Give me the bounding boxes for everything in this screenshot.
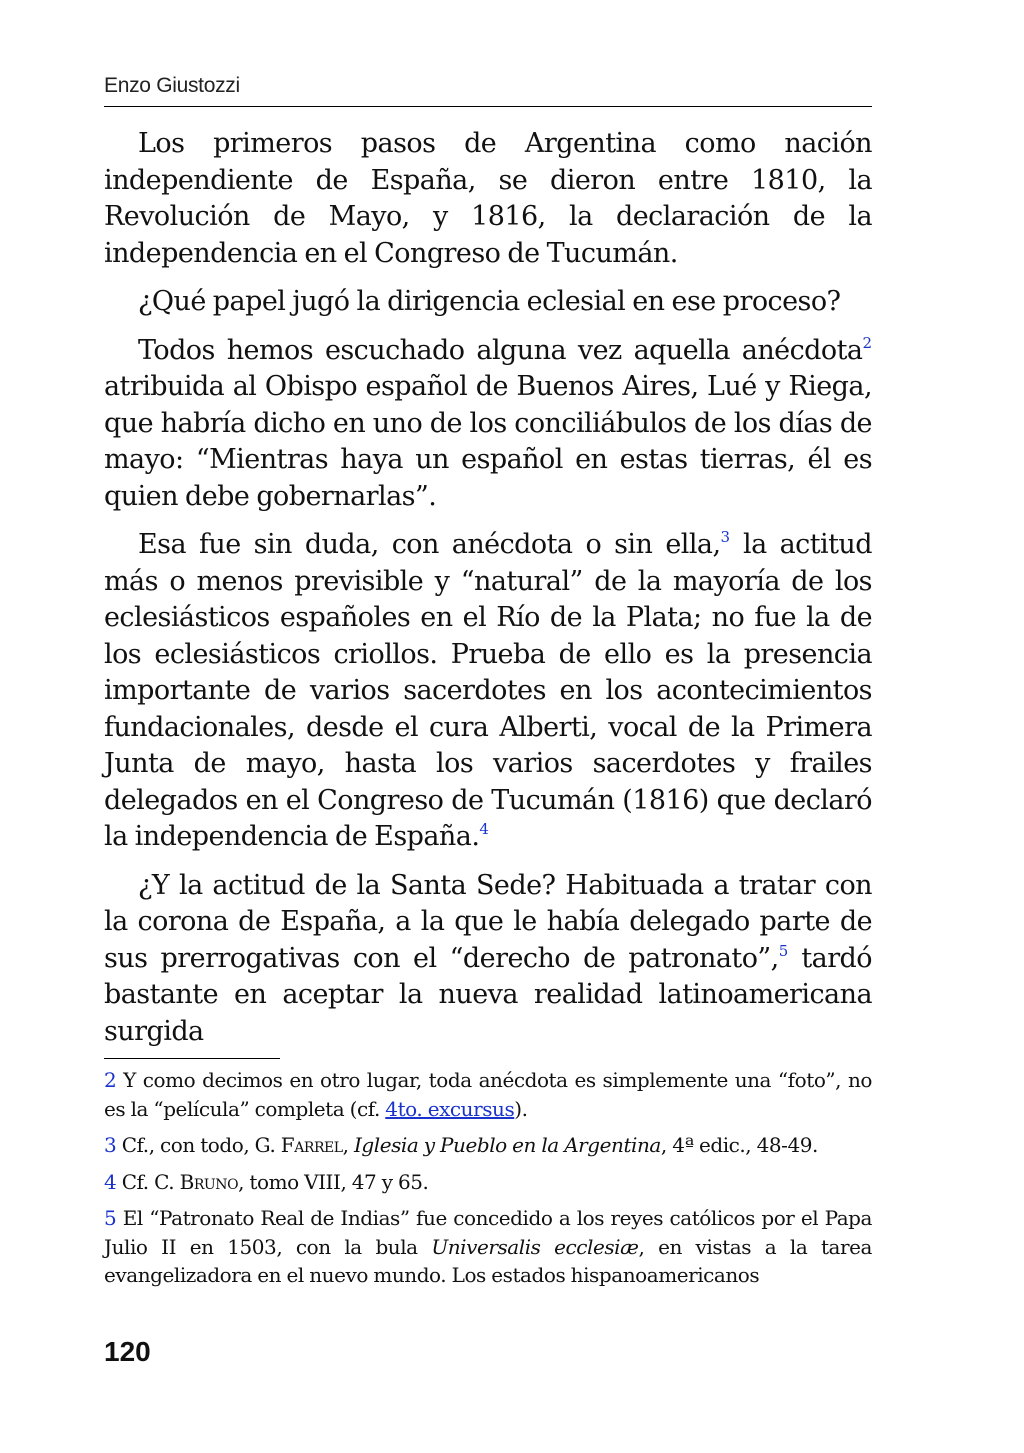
excursus-link[interactable]: 4to. excursus	[385, 1096, 515, 1121]
footnote-4	[104, 1168, 872, 1197]
footnote-2-text-b: ).	[514, 1096, 528, 1121]
paragraph-5	[104, 868, 872, 1051]
footnote-number-5[interactable]: 5	[104, 1206, 117, 1230]
paragraph-5-text-b: tardó bastante en aceptar la nueva realidad latinoamericana surgida	[104, 942, 872, 1047]
footnote-3-author: Farrel	[280, 1133, 343, 1157]
footnote-5-text-b: , en vistas a la tarea evangelizadora en el nuevo mundo. Los estados hispanoamericanos	[104, 1234, 872, 1287]
paragraph-3-text-a: Todos hemos escuchado alguna vez aquella anécdota	[138, 334, 863, 366]
footnote-5	[104, 1204, 872, 1290]
footnote-ref-4[interactable]: 4	[479, 820, 489, 838]
footnote-3-title: Iglesia y Pueblo en la Argentina	[353, 1133, 661, 1157]
footnote-number-4[interactable]: 4	[104, 1169, 117, 1194]
running-head-author: Enzo Giustozzi	[104, 74, 240, 97]
footnote-ref-5[interactable]: 5	[778, 941, 789, 960]
paragraph-2	[104, 284, 872, 321]
body-text	[104, 126, 872, 1062]
footnote-4-text-b: , tomo VIII, 47 y 65.	[238, 1169, 429, 1194]
footnote-2	[104, 1066, 872, 1123]
header-rule	[104, 106, 872, 107]
paragraph-4-text-a: Esa fue sin duda, con anécdota o sin ella,	[138, 529, 721, 560]
footnote-3-text-b: ,	[342, 1133, 354, 1157]
footnote-5-text-a: El “Patronato Real de Indias” fue concedido a los reyes católicos por el Papa Julio II en 1503, con la bula	[104, 1206, 872, 1259]
paragraph-3	[104, 333, 872, 516]
paragraph-1-text: Los primeros pasos de Argentina como nación independiente de España, se dieron entre 1810, la Revolución de Mayo, y 1816, la declaración de la independencia en el Congreso de Tucumán.	[104, 128, 872, 269]
page-number: 120	[104, 1336, 151, 1367]
footnote-2-text-a: Y como decimos en otro lugar, toda anécdota es simplemente una “foto”, no es la “película” completa (cf.	[104, 1068, 872, 1121]
paragraph-2-text: ¿Qué papel jugó la dirigencia eclesial en ese proceso?	[138, 286, 841, 317]
footnote-5-title: Universalis ecclesiæ	[431, 1234, 639, 1259]
footnote-3	[104, 1131, 872, 1160]
footnotes	[104, 1066, 872, 1298]
footnote-3-text-c: , 4ª edic., 48-49.	[660, 1133, 818, 1157]
paragraph-5-text-a: ¿Y la actitud de la Santa Sede? Habituada a tratar con la corona de España, a la que le había delegado parte de sus prerrogativas con el “derecho de patronato”,	[104, 869, 872, 974]
paragraph-3-text-b: atribuida al Obispo español de Buenos Aires, Lué y Riega, que habría dicho en uno de los conciliábulos de los días de mayo: “Mientras haya un español en estas tierras, él es quien debe gobernarlas”.	[104, 371, 872, 512]
paragraph-4	[104, 527, 872, 856]
footnote-3-text-a: Cf., con todo, G.	[121, 1133, 281, 1157]
footnote-number-2[interactable]: 2	[104, 1068, 117, 1092]
footnote-rule	[104, 1058, 280, 1059]
footnote-ref-3[interactable]: 3	[720, 528, 731, 546]
paragraph-1	[104, 126, 872, 272]
footnote-4-author: Bruno	[179, 1169, 239, 1194]
footnote-4-text-a: Cf. C.	[121, 1169, 180, 1194]
footnote-number-3[interactable]: 3	[104, 1133, 117, 1157]
paragraph-4-text-b: la actitud más o menos previsible y “natural” de la mayoría de los eclesiásticos españoles en el Río de la Plata; no fue la de los eclesiásticos criollos. Prueba de ello es la presencia importante de varios sacerdotes en los acontecimientos fundacionales, desde el cura Alberti, vocal de la Primera Junta de mayo, hasta los varios sacerdotes y frailes delegados en el Congreso de Tucumán (1816) que declaró la independencia de España.	[104, 529, 872, 852]
footnote-ref-2[interactable]: 2	[862, 333, 872, 352]
